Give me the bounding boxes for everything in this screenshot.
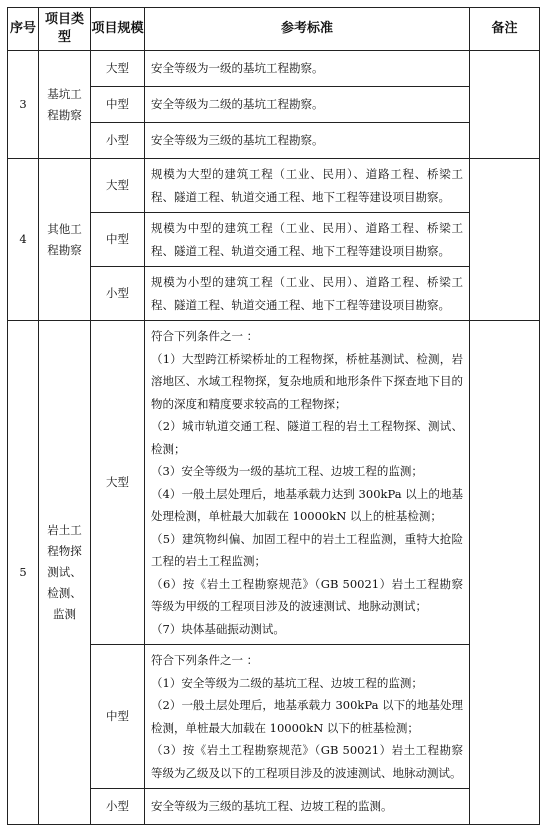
- standard-cell: 规模为小型的建筑工程（工业、民用）、道路工程、桥梁工程、隧道工程、轨道交通工程、地下工程等建设项目勘察。: [145, 267, 470, 321]
- table-row: [8, 159, 540, 213]
- header-seq: 序号: [8, 8, 39, 51]
- header-type: 项目类型: [39, 8, 91, 51]
- scale-cell: 小型: [91, 789, 145, 825]
- condition-line: （2）城市轨道交通工程、隧道工程的岩土工程物探、测试、检测；: [151, 419, 463, 456]
- remark-cell: [470, 51, 540, 159]
- standard-cell: [145, 645, 470, 789]
- condition-line: 符合下列条件之一 ：: [151, 329, 259, 343]
- scale-cell: 中型: [91, 213, 145, 267]
- condition-line: （6）按《岩土工程勘察规范》（GB 50021）岩土工程勘察等级为甲级的工程项目涉及的波速测试、地脉动测试；: [151, 576, 463, 613]
- condition-line: （3）安全等级为一级的基坑工程、边坡工程的监测；: [151, 464, 423, 478]
- scale-cell: 大型: [91, 51, 145, 87]
- table-row: [8, 51, 540, 87]
- condition-line: （1）大型跨江桥梁桥址的工程物探，桥桩基测试、检测，岩溶地区、水域工程物探，复杂地质和地形条件下探查地下目的物的深度和精度要求较高的工程物探；: [151, 351, 463, 411]
- header-remark: 备注: [470, 8, 540, 51]
- condition-line: （5）建筑物纠偏、加固工程中的岩土工程监测，重特大抢险工程的岩土工程监测；: [151, 531, 463, 568]
- condition-line: （7）块体基础振动测试。: [151, 621, 285, 636]
- type-cell: 其他工程勘察: [39, 159, 91, 321]
- condition-line: （2）一般土层处理后，地基承载力 300kPa 以下的地基处理检测，单桩最大加载在 10000kN 以下的桩基检测；: [151, 698, 463, 735]
- standard-cell: 安全等级为三级的基坑工程勘察。: [145, 123, 470, 159]
- scale-cell: 大型: [91, 159, 145, 213]
- seq-cell: 3: [8, 51, 39, 159]
- standards-table: [7, 7, 540, 825]
- condition-line: （4）一般土层处理后，地基承载力达到 300kPa 以上的地基处理检测，单桩最大加载在 10000kN 以上的桩基检测；: [151, 486, 463, 523]
- standard-cell: 安全等级为二级的基坑工程勘察。: [145, 87, 470, 123]
- standard-cell: [145, 321, 470, 645]
- condition-line: （3）按《岩土工程勘察规范》（GB 50021）岩土工程勘察等级为乙级及以下的工程项目涉及的波速测试、地脉动测试。: [151, 743, 463, 780]
- scale-cell: 小型: [91, 267, 145, 321]
- scale-cell: 中型: [91, 87, 145, 123]
- seq-cell: 5: [8, 321, 39, 825]
- remark-cell: [470, 159, 540, 321]
- header-row: [8, 8, 540, 51]
- table-row: [8, 321, 540, 645]
- type-cell: 岩土工程物探测试、检测、监测: [39, 321, 91, 825]
- condition-line: 符合下列条件之一 ：: [151, 653, 259, 667]
- standard-cell: 规模为大型的建筑工程（工业、民用）、道路工程、桥梁工程、隧道工程、轨道交通工程、地下工程等建设项目勘察。: [145, 159, 470, 213]
- standard-cell: 规模为中型的建筑工程（工业、民用）、道路工程、桥梁工程、隧道工程、轨道交通工程、地下工程等建设项目勘察。: [145, 213, 470, 267]
- remark-cell: [470, 321, 540, 825]
- scale-cell: 中型: [91, 645, 145, 789]
- seq-cell: 4: [8, 159, 39, 321]
- standard-cell: 安全等级为三级的基坑工程、边坡工程的监测。: [145, 789, 470, 825]
- header-scale: 项目规模: [91, 8, 145, 51]
- scale-cell: 小型: [91, 123, 145, 159]
- header-standard: 参考标准: [145, 8, 470, 51]
- condition-line: （1）安全等级为二级的基坑工程、边坡工程的监测；: [151, 675, 423, 690]
- type-cell: 基坑工程勘察: [39, 51, 91, 159]
- scale-cell: 大型: [91, 321, 145, 645]
- standard-cell: 安全等级为一级的基坑工程勘察。: [145, 51, 470, 87]
